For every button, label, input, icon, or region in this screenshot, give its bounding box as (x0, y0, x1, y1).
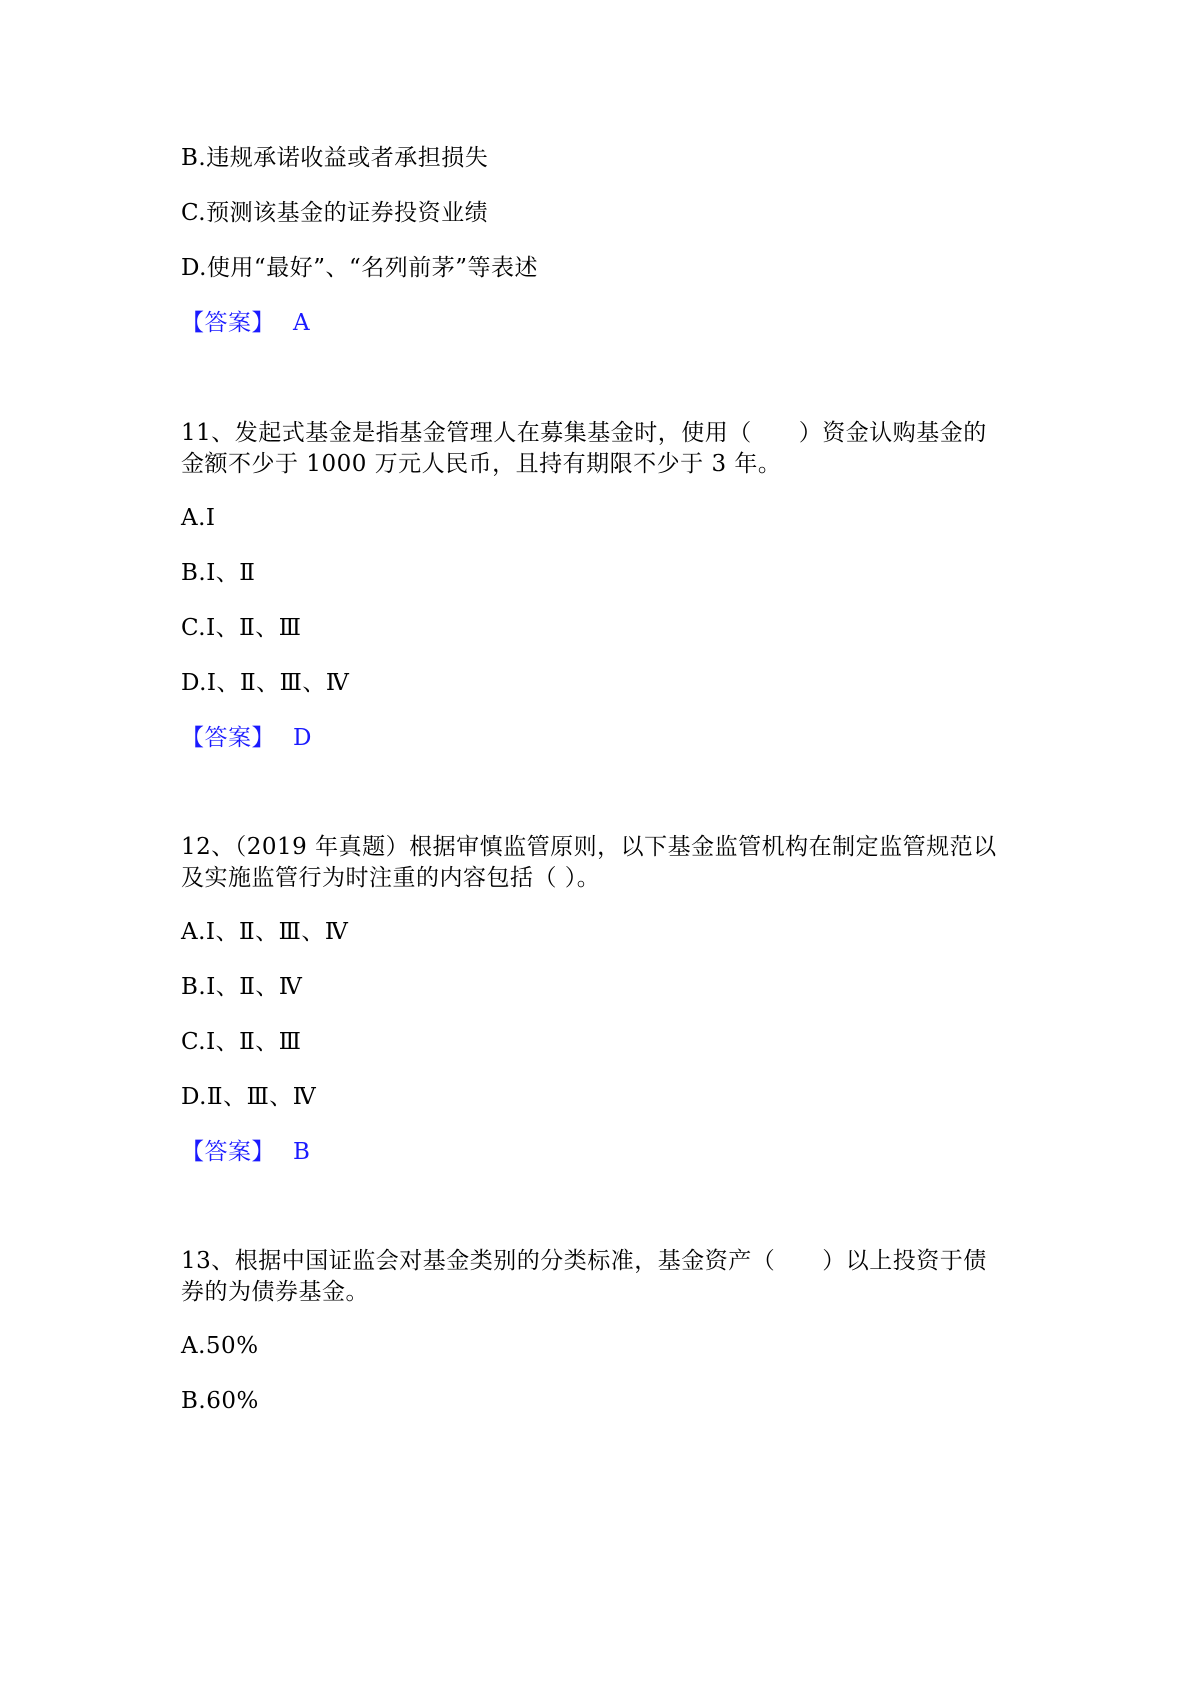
q13-stem-line1: 13、根据中国证监会对基金类别的分类标准，基金资产（ ）以上投资于债 (181, 1248, 987, 1274)
q12-option-d: D.Ⅱ、Ⅲ、Ⅳ (181, 1084, 317, 1110)
q13-option-a: A.50% (181, 1333, 259, 1359)
q10-option-c: C.预测该基金的证券投资业绩 (181, 200, 489, 226)
q12-stem-line1: 12、（2019 年真题）根据审慎监管原则，以下基金监管机构在制定监管规范以 (181, 834, 997, 860)
q12-option-c: C.Ⅰ、Ⅱ、Ⅲ (181, 1029, 302, 1055)
q11-option-c: C.Ⅰ、Ⅱ、Ⅲ (181, 615, 302, 641)
q12-option-a: A.Ⅰ、Ⅱ、Ⅲ、Ⅳ (181, 919, 349, 945)
q13-stem-line2: 券的为债券基金。 (181, 1279, 369, 1305)
q11-answer (181, 722, 312, 754)
answer-value: D (293, 725, 312, 751)
q11-stem-line1: 11、发起式基金是指基金管理人在募集基金时，使用（ ）资金认购基金的 (181, 420, 987, 446)
q12-stem-line2: 及实施监管行为时注重的内容包括（ ）。 (181, 865, 601, 891)
answer-label: 【答案】 (181, 1139, 275, 1165)
q10-option-d: D.使用“最好”、“名列前茅”等表述 (181, 255, 538, 281)
q11-option-a: A.Ⅰ (181, 505, 216, 531)
q13-option-b: B.60% (181, 1388, 259, 1414)
q12-option-b: B.Ⅰ、Ⅱ、Ⅳ (181, 974, 303, 1000)
q12-answer (181, 1136, 310, 1168)
answer-label: 【答案】 (181, 725, 275, 751)
q10-option-b: B.违规承诺收益或者承担损失 (181, 145, 489, 171)
q11-option-b: B.Ⅰ、Ⅱ (181, 560, 256, 586)
q10-answer (181, 307, 310, 339)
q11-stem-line2: 金额不少于 1000 万元人民币，且持有期限不少于 3 年。 (181, 451, 782, 477)
answer-value: B (293, 1139, 311, 1165)
q11-option-d: D.Ⅰ、Ⅱ、Ⅲ、Ⅳ (181, 670, 350, 696)
answer-label: 【答案】 (181, 310, 275, 336)
answer-value: A (293, 310, 311, 336)
